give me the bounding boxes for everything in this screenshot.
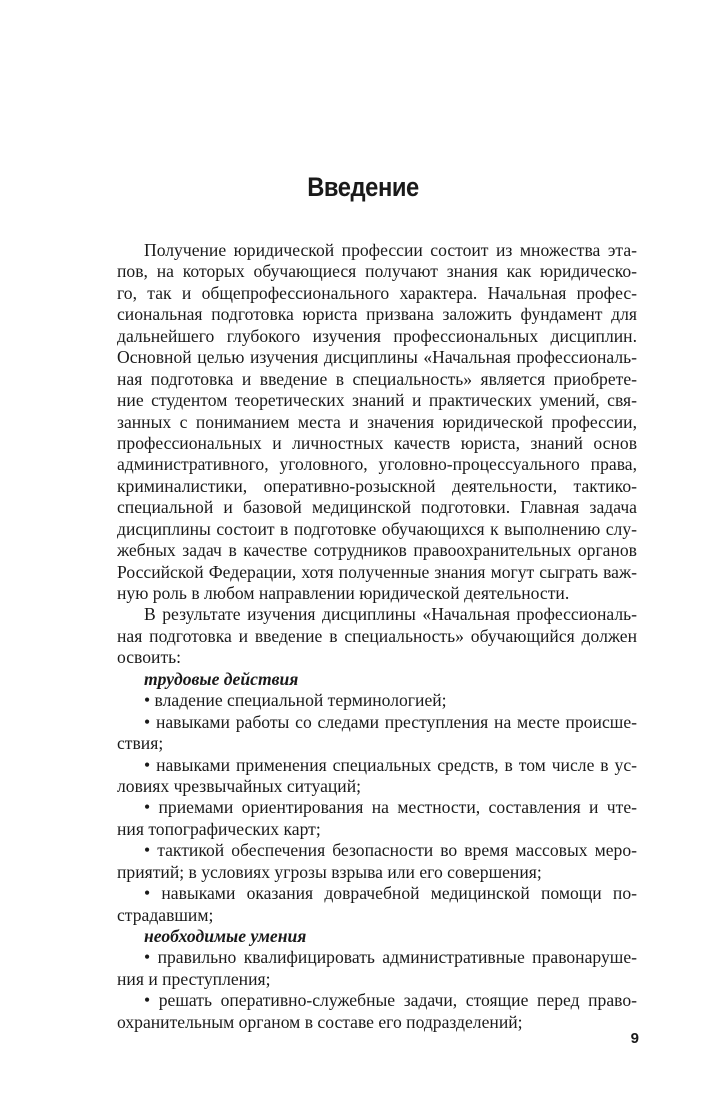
section-heading: необходимые умения bbox=[144, 926, 307, 946]
text-line: ния и преступления; bbox=[117, 968, 271, 989]
text-line: ние студентом теоретических знаний и практических умений, свя- bbox=[117, 390, 637, 411]
text-line: • навыками применения специальных средств, в том числе в ус- bbox=[144, 754, 637, 775]
text-line: ная подготовка и введение в специальность» обучающийся должен bbox=[117, 625, 637, 646]
text-line: Российской Федерации, хотя полученные знания могут сыграть важ- bbox=[117, 561, 637, 582]
text-line: криминалистики, оперативно-розыскной деятельности, тактико- bbox=[117, 475, 637, 496]
text-line: ловиях чрезвычайных ситуаций; bbox=[117, 775, 362, 796]
text-line: • владение специальной терминологией; bbox=[144, 690, 447, 711]
text-line: ствия; bbox=[117, 733, 164, 754]
text-line: • приемами ориентирования на местности, составления и чте- bbox=[144, 797, 637, 818]
text-line: пов, на которых обучающиеся получают знания как юридическо- bbox=[117, 261, 637, 282]
text-line: сиональная подготовка юриста призвана заложить фундамент для bbox=[117, 304, 637, 325]
text-line: • навыками оказания доврачебной медицинской помощи по- bbox=[144, 883, 637, 904]
text-line: • правильно квалифицировать административные правонаруше- bbox=[144, 947, 637, 968]
text-line: специальной и базовой медицинской подготовки. Главная задача bbox=[117, 497, 637, 518]
text-line: • тактикой обеспечения безопасности во время массовых меро- bbox=[144, 840, 637, 861]
text-line: занных с пониманием места и значения юридической профессии, bbox=[117, 411, 637, 432]
section-heading: трудовые действия bbox=[144, 668, 299, 689]
text-line: В результате изучения дисциплины «Начальная профессиональ- bbox=[144, 604, 637, 625]
text-line: приятий; в условиях угрозы взрыва или его совершения; bbox=[117, 861, 542, 882]
text-line: освоить: bbox=[117, 647, 182, 668]
text-line: го, так и общепрофессионального характера. Начальная профес- bbox=[117, 282, 637, 303]
text-line: административного, уголовного, уголовно-процессуального права, bbox=[117, 454, 637, 475]
body-text bbox=[117, 240, 637, 1033]
text-line: страдавшим; bbox=[117, 904, 214, 925]
text-line: дисциплины состоит в подготовке обучающихся к выполнению слу- bbox=[117, 518, 637, 539]
page-title: Введение bbox=[307, 172, 419, 202]
text-line: ния топографических карт; bbox=[117, 818, 321, 839]
text-line: Основной целью изучения дисциплины «Начальная профессиональ- bbox=[117, 347, 637, 368]
text-line: ную роль в любом направлении юридической деятельности. bbox=[117, 583, 570, 603]
text-line: ная подготовка и введение в специальность» является приобрете- bbox=[117, 368, 637, 389]
text-line: жебных задач в качестве сотрудников правоохранительных органов bbox=[117, 540, 637, 561]
text-line: охранительным органом в составе его подразделений; bbox=[117, 1011, 523, 1032]
text-line: • решать оперативно-служебные задачи, стоящие перед право- bbox=[144, 990, 637, 1011]
text-line: Получение юридической профессии состоит из множества эта- bbox=[144, 240, 637, 260]
text-line: дальнейшего глубокого изучения профессиональных дисциплин. bbox=[117, 325, 637, 346]
page-number: 9 bbox=[630, 1030, 639, 1047]
text-line: • навыками работы со следами преступления на месте происше- bbox=[144, 711, 637, 732]
text-line: профессиональных и личностных качеств юриста, знаний основ bbox=[117, 432, 637, 453]
